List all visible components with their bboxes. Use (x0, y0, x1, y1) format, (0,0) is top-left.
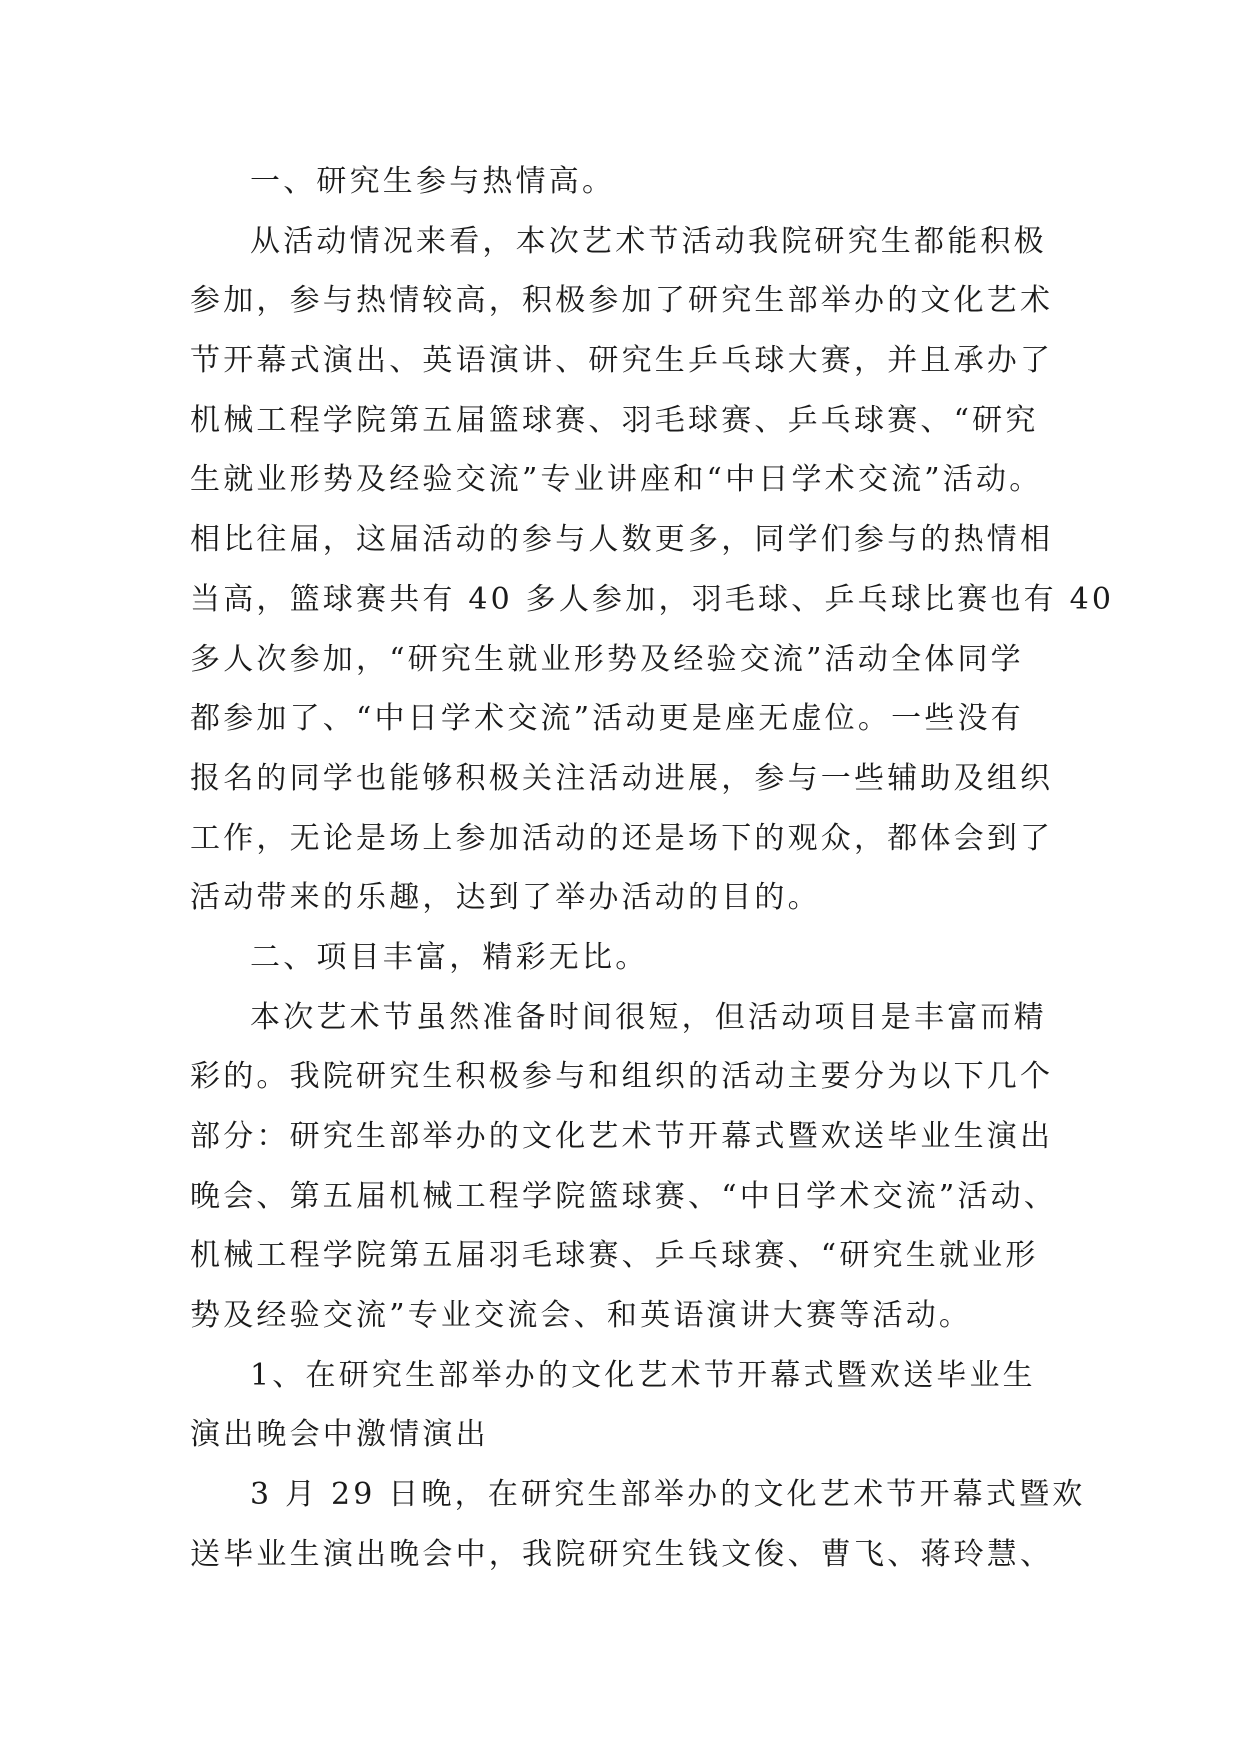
text-line: 当高，篮球赛共有 40 多人参加，羽毛球、乒乓球比赛也有 40 (190, 581, 1115, 617)
text-line: 相比往届，这届活动的参与人数更多，同学们参与的热情相 (190, 522, 1054, 558)
text-line: 生就业形势及经验交流”专业讲座和“中日学术交流”活动。 (190, 462, 1043, 498)
text-line: 从活动情况来看，本次艺术节活动我院研究生都能积极 (250, 223, 1047, 259)
text-line: 活动带来的乐趣，达到了举办活动的目的。 (190, 880, 821, 916)
text-line: 势及经验交流”专业交流会、和英语演讲大赛等活动。 (190, 1298, 973, 1334)
text-line: 多人次参加，“研究生就业形势及经验交流”活动全体同学 (190, 641, 1024, 677)
body-text (190, 152, 1115, 1585)
text-line: 部分：研究生部举办的文化艺术节开幕式暨欢送毕业生演出 (190, 1119, 1054, 1154)
text-line: 二、项目丰富，精彩无比。 (250, 939, 649, 975)
text-line: 1、在研究生部举办的文化艺术节开幕式暨欢送毕业生 (250, 1357, 1036, 1393)
text-line: 演出晚会中激情演出 (190, 1417, 489, 1453)
text-line: 晚会、第五届机械工程学院篮球赛、“中日学术交流”活动、 (190, 1178, 1058, 1214)
text-line: 送毕业生演出晚会中，我院研究生钱文俊、曹飞、蒋玲慧、 (190, 1536, 1054, 1572)
text-line: 工作，无论是场上参加活动的还是场下的观众，都体会到了 (190, 820, 1054, 856)
text-line: 报名的同学也能够积极关注活动进展，参与一些辅助及组织 (190, 760, 1054, 796)
text-line: 本次艺术节虽然准备时间很短，但活动项目是丰富而精 (250, 999, 1047, 1035)
text-line: 都参加了、“中日学术交流”活动更是座无虚位。一些没有 (190, 701, 1024, 737)
text-line: 参加，参与热情较高，积极参加了研究生部举办的文化艺术 (190, 283, 1054, 319)
text-line: 机械工程学院第五届篮球赛、羽毛球赛、乒乓球赛、“研究 (190, 402, 1039, 438)
text-line: 一、研究生参与热情高。 (250, 164, 616, 199)
text-line: 机械工程学院第五届羽毛球赛、乒乓球赛、“研究生就业形 (190, 1238, 1039, 1274)
text-line: 节开幕式演出、英语演讲、研究生乒乓球大赛，并且承办了 (190, 343, 1054, 379)
text-line: 3 月 29 日晚，在研究生部举办的文化艺术节开幕式暨欢 (250, 1477, 1086, 1513)
text-line: 彩的。我院研究生积极参与和组织的活动主要分为以下几个 (190, 1059, 1054, 1095)
